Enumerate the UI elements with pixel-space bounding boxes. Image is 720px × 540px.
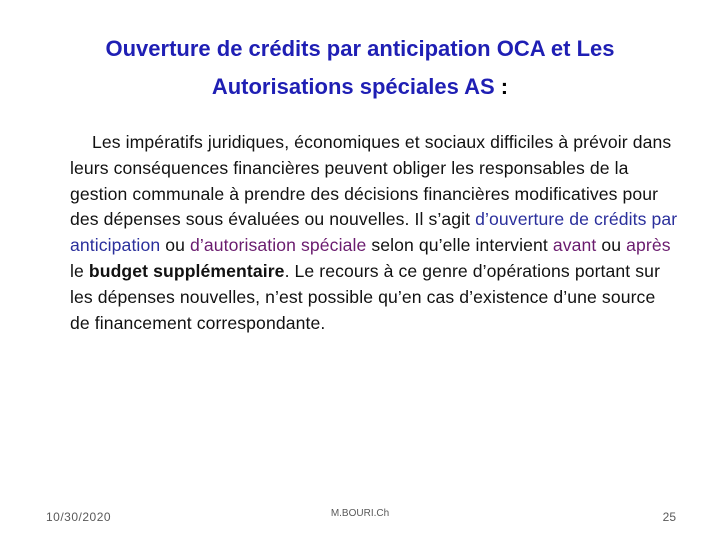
term-apres: après — [626, 235, 671, 256]
slide-title — [40, 30, 680, 106]
term-avant: avant — [552, 235, 597, 256]
body-text-le: le — [70, 260, 89, 281]
body-text-part-3: . Le recours à ce genre d’opérations portant sur les dépenses nouvelles, n’est possible qu’en cas d’existence d’une source de financement correspondante. — [70, 260, 661, 333]
title-line-1: Ouverture de crédits par anticipation OCA et Les — [105, 36, 615, 61]
footer-page-number: 25 — [662, 510, 676, 524]
body-text-or-2: ou — [596, 235, 627, 256]
footer-date: 10/30/2020 — [46, 510, 112, 524]
title-colon: : — [494, 74, 509, 99]
body-text-part-2: selon qu’elle intervient — [366, 235, 553, 256]
term-oca: d’ouverture de crédits par anticipation — [70, 209, 678, 256]
footer-author: M.BOURI.Ch — [330, 508, 390, 519]
term-as: d’autorisation spéciale — [189, 235, 367, 256]
title-line-2: Autorisations spéciales AS — [211, 74, 495, 99]
body-text-or-1: ou — [160, 235, 190, 256]
body-text-part-1: Les impératifs juridiques, économiques et sociaux difficiles à prévoir dans leurs conséquences financières peuvent obliger les responsables de la gestion communale à prendre des décisions financières modificatives pour des dépenses sous évaluées ou nouvelles. Il s’agit — [70, 132, 672, 230]
slide-body-paragraph — [70, 130, 680, 336]
term-budget-supplementaire: budget supplémentaire — [88, 260, 285, 281]
